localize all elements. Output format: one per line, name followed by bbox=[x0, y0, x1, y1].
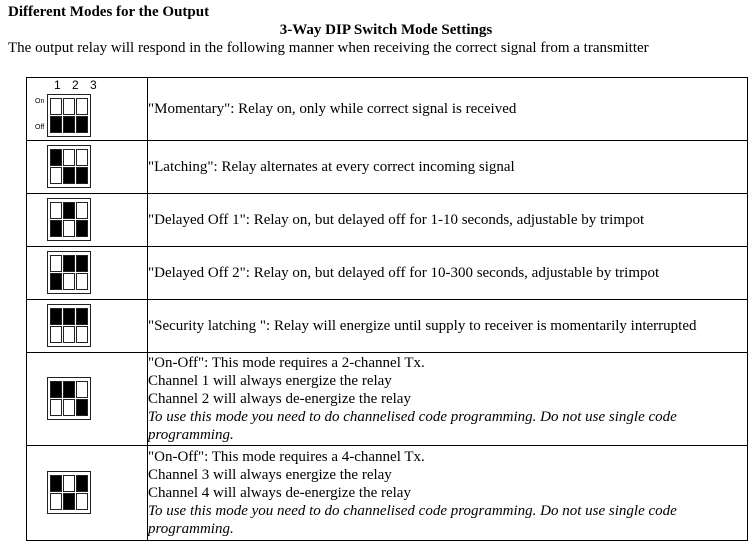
dip-key-1 bbox=[50, 98, 62, 115]
dip-key-1 bbox=[50, 326, 62, 343]
dip-key-1 bbox=[50, 220, 62, 237]
mode-row bbox=[27, 446, 748, 541]
dip-key-3 bbox=[76, 493, 88, 510]
dip-key-2 bbox=[63, 116, 75, 133]
mode-row bbox=[27, 141, 748, 194]
dip-switch-cell bbox=[27, 353, 148, 446]
dip-key-2 bbox=[63, 308, 75, 325]
dip-key-2 bbox=[63, 399, 75, 416]
mode-row bbox=[27, 300, 748, 353]
dip-row-on bbox=[50, 149, 88, 166]
mode-line: "Delayed Off 1": Relay on, but delayed off for 1-10 seconds, adjustable by trimpot bbox=[148, 212, 645, 228]
mode-line: Channel 4 will always de-energize the relay bbox=[148, 485, 411, 501]
dip-key-2 bbox=[63, 273, 75, 290]
dip-key-3 bbox=[76, 149, 88, 166]
dip-key-3 bbox=[76, 399, 88, 416]
mode-description bbox=[148, 141, 748, 194]
dip-key-2 bbox=[63, 149, 75, 166]
dip-row-off bbox=[50, 273, 88, 290]
mode-line: "On-Off": This mode requires a 4-channel Tx. bbox=[148, 449, 425, 465]
switch-off-label: Off bbox=[35, 124, 45, 131]
dip-key-3 bbox=[76, 255, 88, 272]
dip-key-2 bbox=[63, 220, 75, 237]
dip-switch-cell bbox=[27, 247, 148, 300]
dip-switch-icon bbox=[47, 94, 91, 137]
dip-key-1 bbox=[50, 493, 62, 510]
dip-switch-cell bbox=[27, 194, 148, 247]
dip-switch-cell bbox=[27, 78, 148, 141]
mode-line: Channel 2 will always de-energize the relay bbox=[148, 391, 411, 407]
dip-row-off bbox=[50, 116, 88, 133]
dip-key-1 bbox=[50, 149, 62, 166]
dip-key-2 bbox=[63, 202, 75, 219]
mode-description bbox=[148, 194, 748, 247]
mode-line: "Delayed Off 2": Relay on, but delayed off for 10-300 seconds, adjustable by trimpot bbox=[148, 265, 660, 281]
dip-key-1 bbox=[50, 202, 62, 219]
dip-key-3 bbox=[76, 475, 88, 492]
mode-note: To use this mode you need to do channelised code programming. Do not use single code programming. bbox=[148, 409, 677, 443]
dip-row-off bbox=[50, 220, 88, 237]
dip-key-3 bbox=[76, 220, 88, 237]
dip-key-2 bbox=[63, 381, 75, 398]
dip-key-3 bbox=[76, 167, 88, 184]
dip-switch-cell bbox=[27, 446, 148, 541]
table-title: 3-Way DIP Switch Mode Settings bbox=[279, 22, 493, 38]
dip-row-off bbox=[50, 399, 88, 416]
mode-line: "Momentary": Relay on, only while correct signal is received bbox=[148, 101, 517, 117]
dip-key-2 bbox=[63, 493, 75, 510]
dip-key-1 bbox=[50, 399, 62, 416]
mode-row bbox=[27, 194, 748, 247]
dip-row-on bbox=[50, 475, 88, 492]
dip-switch-icon bbox=[47, 251, 91, 294]
mode-description bbox=[148, 247, 748, 300]
mode-row bbox=[27, 78, 748, 141]
dip-key-3 bbox=[76, 116, 88, 133]
intro-text: The output relay will respond in the following manner when receiving the correct signal from a transmitter bbox=[8, 40, 649, 56]
switch-number-labels: 1 2 3 bbox=[54, 78, 101, 92]
dip-key-2 bbox=[63, 98, 75, 115]
dip-switch-icon bbox=[47, 304, 91, 347]
switch-on-label: On bbox=[35, 98, 45, 105]
dip-key-3 bbox=[76, 326, 88, 343]
dip-key-1 bbox=[50, 308, 62, 325]
dip-key-3 bbox=[76, 308, 88, 325]
document-heading: Different Modes for the Output bbox=[8, 4, 210, 20]
mode-description bbox=[148, 300, 748, 353]
mode-row bbox=[27, 353, 748, 446]
mode-description bbox=[148, 446, 748, 541]
dip-key-2 bbox=[63, 475, 75, 492]
mode-line: Channel 3 will always energize the relay bbox=[148, 467, 392, 483]
dip-key-1 bbox=[50, 381, 62, 398]
dip-row-on bbox=[50, 381, 88, 398]
dip-switch-icon bbox=[47, 471, 91, 514]
mode-description bbox=[148, 353, 748, 446]
dip-key-3 bbox=[76, 98, 88, 115]
mode-row bbox=[27, 247, 748, 300]
dip-switch-icon bbox=[47, 145, 91, 188]
dip-key-1 bbox=[50, 167, 62, 184]
dip-row-off bbox=[50, 167, 88, 184]
mode-line: "Security latching ": Relay will energize until supply to receiver is momentarily interrupted bbox=[148, 318, 697, 334]
dip-row-on bbox=[50, 202, 88, 219]
dip-row-on bbox=[50, 98, 88, 115]
dip-switch-icon bbox=[47, 198, 91, 241]
dip-key-1 bbox=[50, 116, 62, 133]
mode-line: Channel 1 will always energize the relay bbox=[148, 373, 392, 389]
dip-row-off bbox=[50, 326, 88, 343]
dip-row-on bbox=[50, 308, 88, 325]
mode-description bbox=[148, 78, 748, 141]
mode-line: "On-Off": This mode requires a 2-channel Tx. bbox=[148, 355, 425, 371]
dip-key-2 bbox=[63, 255, 75, 272]
dip-switch-cell bbox=[27, 141, 148, 194]
dip-key-2 bbox=[63, 326, 75, 343]
dip-key-3 bbox=[76, 202, 88, 219]
dip-switch-icon bbox=[47, 377, 91, 420]
dip-switch-cell bbox=[27, 300, 148, 353]
dip-key-1 bbox=[50, 475, 62, 492]
dip-key-2 bbox=[63, 167, 75, 184]
dip-key-1 bbox=[50, 255, 62, 272]
dip-key-3 bbox=[76, 381, 88, 398]
mode-note: To use this mode you need to do channelised code programming. Do not use single code programming. bbox=[148, 503, 677, 537]
mode-line: "Latching": Relay alternates at every correct incoming signal bbox=[148, 159, 515, 175]
dip-key-1 bbox=[50, 273, 62, 290]
dip-key-3 bbox=[76, 273, 88, 290]
dip-row-off bbox=[50, 493, 88, 510]
dip-switch-mode-table bbox=[26, 77, 748, 541]
dip-row-on bbox=[50, 255, 88, 272]
